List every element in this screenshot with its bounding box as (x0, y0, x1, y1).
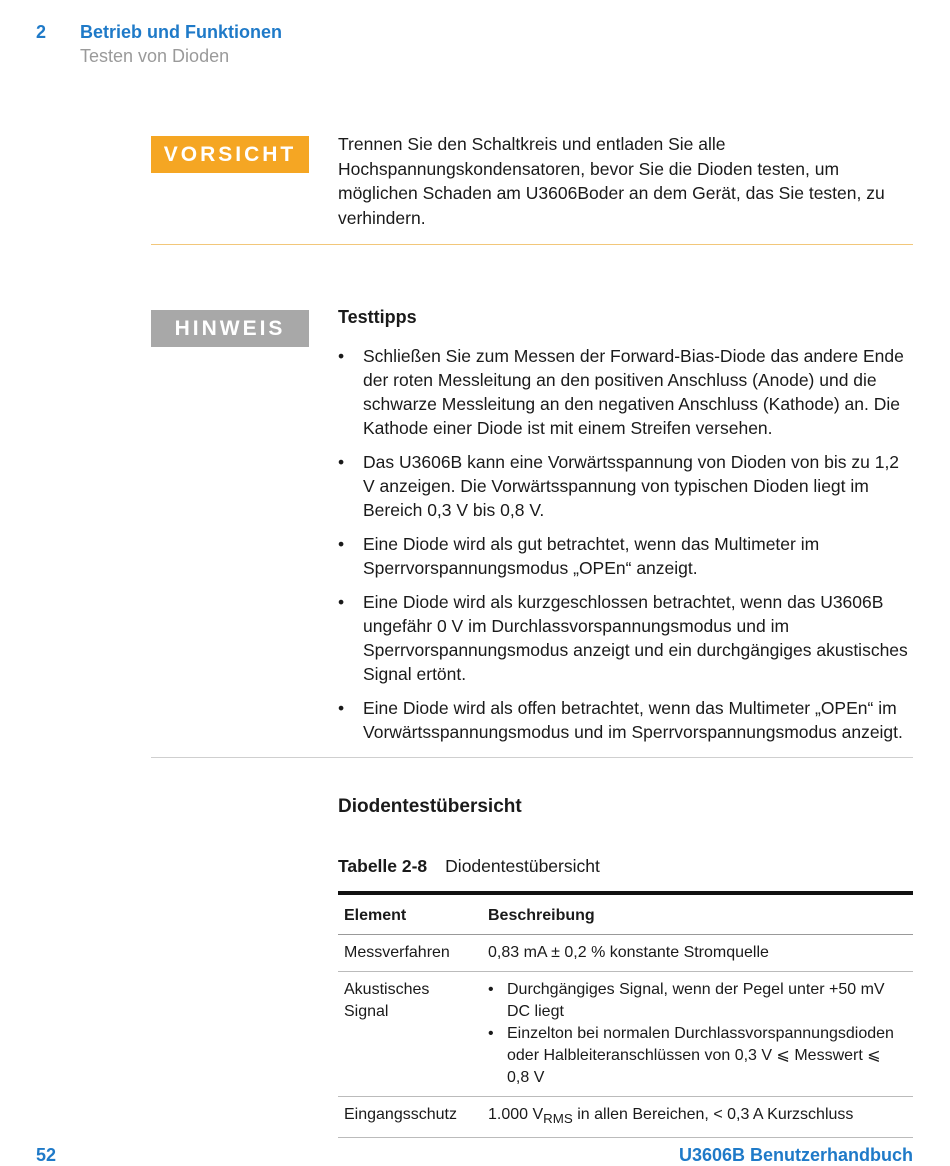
caution-divider (151, 244, 913, 245)
bullet-icon: • (338, 534, 345, 554)
element-cell: Messverfahren (338, 935, 482, 972)
page-number: 52 (36, 1145, 57, 1165)
bullet-icon: • (338, 592, 345, 612)
bullet-icon: • (488, 981, 494, 998)
table-row (338, 1097, 913, 1138)
table-caption-text: Diodentestübersicht (445, 856, 600, 876)
bullet-icon: • (338, 452, 345, 472)
list-item (338, 590, 913, 686)
section-title: Testen von Dioden (80, 46, 230, 66)
summary-table (338, 891, 913, 1138)
list-item (338, 450, 913, 522)
list-item (338, 696, 913, 744)
chapter-title: Betrieb und Funktionen (80, 22, 282, 42)
list-item (338, 344, 913, 440)
description-suffix: in allen Bereichen, < 0,3 A Kurzschluss (572, 1106, 854, 1123)
column-header-element: Element (338, 893, 482, 935)
caution-badge: VORSICHT (151, 136, 309, 173)
tip-text: Das U3606B kann eine Vorwärtsspannung von Dioden von bis zu 1,2 V anzeigen. Die Vorwärtsspannung von typischen Dioden liegt im Bereich 0,3 V bis 0,8 V. (363, 452, 900, 520)
bullet-icon: • (338, 698, 345, 718)
note-divider (151, 757, 913, 758)
list-item (488, 979, 907, 1023)
tip-text: Eine Diode wird als kurzgeschlossen betrachtet, wenn das U3606B ungefähr 0 V im Durchlassvorspannungsmodus und im Sperrvorspannungsmodus anzeigt und ein durchgängiges akustisches Signal ertönt. (363, 592, 908, 684)
note-badge: HINWEIS (151, 310, 309, 347)
summary-heading: Diodentestübersicht (338, 796, 522, 817)
description-cell (482, 1097, 913, 1138)
description-text: Einzelton bei normalen Durchlassvorspannungsdioden oder Halbleiteranschlüssen von 0,3 V ⩽ Messwert ⩽ 0,8 V (507, 1025, 894, 1086)
table-label: Tabelle 2-8 (338, 856, 428, 876)
description-cell: 0,83 mA ± 0,2 % konstante Stromquelle (482, 935, 913, 972)
table-header-row (338, 893, 913, 935)
description-prefix: 1.000 V (488, 1106, 544, 1123)
column-header-description: Beschreibung (482, 893, 913, 935)
description-subscript: RMS (543, 1111, 573, 1127)
manual-title: U3606B Benutzerhandbuch (678, 1145, 913, 1165)
tip-text: Eine Diode wird als offen betrachtet, wenn das Multimeter „OPEn“ im Vorwärtsspannungsmodus und im Sperrvorspannungsmodus anzeigt. (363, 698, 903, 742)
table-row (338, 972, 913, 1097)
note-title: Testtipps (338, 307, 417, 327)
bullet-icon: • (488, 1025, 494, 1042)
element-cell: Eingangsschutz (338, 1097, 482, 1138)
list-item (338, 532, 913, 580)
tips-list (338, 344, 913, 754)
table-row (338, 935, 913, 972)
description-text: Durchgängiges Signal, wenn der Pegel unter +50 mV DC liegt (507, 981, 885, 1020)
description-list (488, 979, 907, 1089)
element-cell: Akustisches Signal (338, 972, 482, 1097)
tip-text: Schließen Sie zum Messen der Forward-Bias-Diode das andere Ende der roten Messleitung an den positiven Anschluss (Anode) und die schwarze Messleitung an den negativen Anschluss (Kathode) an. Die Kathode einer Diode ist mit einem Streifen versehen. (363, 346, 904, 438)
bullet-icon: • (338, 346, 345, 366)
table-caption (338, 856, 600, 877)
description-cell (482, 972, 913, 1097)
list-item (488, 1023, 907, 1089)
tip-text: Eine Diode wird als gut betrachtet, wenn das Multimeter im Sperrvorspannungsmodus „OPEn“ anzeigt. (363, 534, 820, 578)
chapter-number: 2 (36, 22, 47, 42)
caution-text: Trennen Sie den Schaltkreis und entladen Sie alle Hochspannungskondensatoren, bevor Sie die Dioden testen, um möglichen Schaden am U3606Boder an dem Gerät, das Sie testen, zu verhindern. (338, 134, 885, 228)
